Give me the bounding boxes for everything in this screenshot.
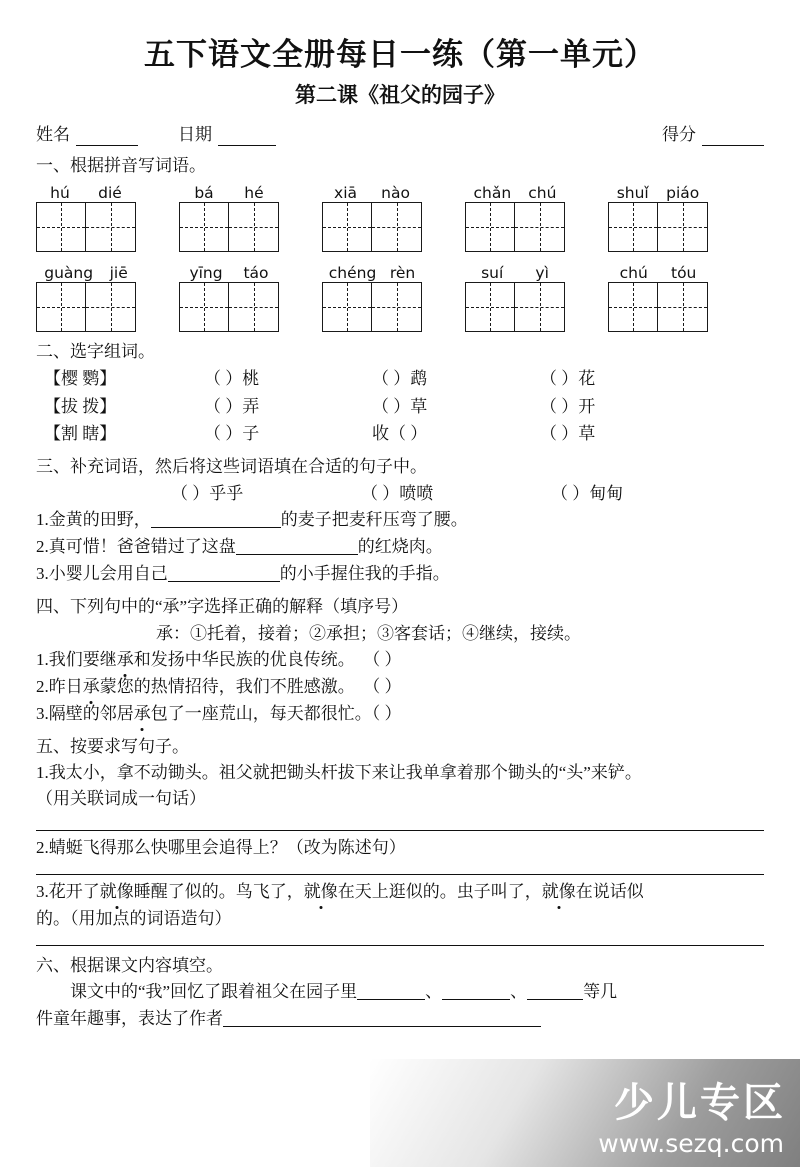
answer-blank[interactable] (168, 565, 280, 582)
pinyin-syllable: rèn (389, 264, 416, 283)
question-text-before: 真可惜！爸爸错过了这盘 (48, 537, 236, 557)
section-5-question-1-line-1: 1.我太小，拿不动锄头。祖父就把锄头杆拔下来让我单拿着那个锄头的“头”来铲。 (36, 762, 642, 782)
answer-blank[interactable] (442, 983, 510, 1000)
question-text: 隔壁的邻居 (48, 703, 134, 723)
tianzige-cell[interactable] (466, 283, 515, 331)
tianzige-cell[interactable] (658, 283, 707, 331)
question-number: 1. (36, 510, 49, 530)
char-choice-bracket: 【割 瞎】 (44, 424, 117, 444)
pinyin-group (608, 184, 708, 252)
section-1-heading: 一、根据拼音写词语。 (36, 156, 206, 176)
section-3-question (36, 507, 764, 533)
char-choice-item[interactable]: （ ）子 (204, 424, 260, 444)
pinyin-syllable: suí (481, 264, 504, 283)
pinyin-syllable: táo (243, 264, 269, 283)
question-text: 睡醒了似的。鸟飞了， (133, 882, 304, 902)
emphasis-word: 就像 (100, 879, 134, 905)
question-text: 等几 (583, 982, 618, 1002)
blank-separator: 、 (510, 982, 528, 1002)
question-text: 件童年趣事，表达了作者 (36, 1009, 223, 1029)
tianzige-cell[interactable] (229, 283, 278, 331)
pinyin-row-2 (36, 264, 764, 332)
question-text-after: 的红烧肉。 (357, 537, 443, 557)
tianzige-cell[interactable] (180, 203, 229, 251)
char-choice-bracket: 【拔 拨】 (44, 396, 117, 416)
tianzige-cell[interactable] (180, 283, 229, 331)
section-3-question (36, 561, 764, 587)
score-label: 得分 (662, 125, 696, 145)
section-4-question (36, 701, 764, 727)
question-text: 在天上逛似的。虫子叫了， (337, 882, 542, 902)
score-field[interactable] (378, 124, 764, 146)
question-number: 1. (36, 650, 49, 670)
pinyin-syllable: guàng (44, 264, 94, 283)
question-text: 在说话似 (575, 882, 644, 902)
char-choice-item[interactable]: （ ）桃 (204, 369, 260, 389)
answer-paren[interactable]: （ ） (363, 677, 402, 697)
pinyin-syllable: chǎn (473, 184, 512, 203)
question-text-after: 的小手握住我的手指。 (279, 563, 450, 583)
worksheet-page (0, 36, 800, 1167)
char-choice-item[interactable]: （ ）弄 (204, 396, 260, 416)
tianzige-cell[interactable] (323, 203, 372, 251)
pinyin-syllable: piáo (666, 184, 700, 203)
pinyin-group (322, 184, 422, 252)
section-3-question (36, 534, 764, 560)
emphasis-word: 就像 (542, 879, 576, 905)
question-text: 蒙您的热情招待，我们不胜感激。 (99, 677, 355, 697)
answer-write-line[interactable] (36, 945, 764, 946)
page-title: 五下语文全册每日一练（第一单元） (144, 37, 656, 72)
question-text-before: 金黄的田野， (48, 510, 151, 530)
tianzige-cell[interactable] (323, 283, 372, 331)
choose-char-row (36, 421, 764, 447)
pinyin-group (465, 264, 565, 332)
section-6-heading: 六、根据课文内容填空。 (36, 956, 223, 976)
answer-blank[interactable] (223, 1010, 541, 1027)
character-definition: 承：①托着，接着；②承担；③客套话；④继续，接续。 (156, 623, 581, 643)
pinyin-syllable: hé (244, 184, 264, 203)
pinyin-syllable: jiē (109, 264, 128, 283)
emphasis-char: 承 (134, 701, 151, 727)
tianzige-box[interactable] (322, 202, 422, 252)
pinyin-syllable: yì (535, 264, 549, 283)
idiom-blank-item[interactable]: （ ）喷喷 (361, 483, 434, 503)
char-choice-item[interactable]: （ ）开 (540, 396, 596, 416)
pinyin-syllable: nào (381, 184, 410, 203)
pinyin-group (36, 184, 136, 252)
pinyin-group (179, 264, 279, 332)
pinyin-syllable: chú (528, 184, 557, 203)
page-subtitle: 第二课《祖父的园子》 (295, 83, 505, 108)
tianzige-cell[interactable] (515, 283, 564, 331)
pinyin-group (465, 184, 565, 252)
tianzige-box[interactable] (36, 282, 136, 332)
question-text: 3.花开了 (36, 882, 100, 902)
question-number: 3. (36, 703, 49, 723)
tianzige-cell[interactable] (86, 283, 135, 331)
tianzige-cell[interactable] (658, 203, 707, 251)
score-blank[interactable] (702, 130, 764, 146)
section-4-question (36, 674, 764, 700)
tianzige-cell[interactable] (609, 203, 658, 251)
section-6-line-1 (36, 979, 764, 1005)
answer-write-line[interactable] (36, 874, 764, 875)
question-text: 包了一座荒山，每天都很忙。 (150, 703, 372, 723)
name-label: 姓名 (36, 125, 70, 145)
pinyin-syllable: bá (194, 184, 214, 203)
tianzige-cell[interactable] (372, 283, 421, 331)
tianzige-cell[interactable] (609, 283, 658, 331)
char-choice-item[interactable]: 收（ ） (372, 424, 428, 444)
watermark-brand: 少儿专区 (614, 1080, 786, 1126)
name-blank[interactable] (76, 130, 138, 146)
pinyin-syllable: chéng (328, 264, 377, 283)
tianzige-box[interactable] (179, 202, 279, 252)
char-choice-item[interactable]: （ ）草 (540, 424, 596, 444)
watermark-url: www.sezq.com (598, 1129, 784, 1158)
tianzige-box[interactable] (179, 282, 279, 332)
tianzige-box[interactable] (608, 202, 708, 252)
choose-char-row (36, 394, 764, 420)
char-choice-item[interactable]: （ ）花 (540, 369, 596, 389)
pinyin-syllable: hú (50, 184, 70, 203)
blank-separator: 、 (425, 982, 443, 1002)
question-text-after: 的麦子把麦秆压弯了腰。 (280, 510, 468, 530)
tianzige-cell[interactable] (37, 283, 86, 331)
pinyin-syllable: xiā (334, 184, 358, 203)
tianzige-box[interactable] (322, 282, 422, 332)
pinyin-group (322, 264, 422, 332)
tianzige-cell[interactable] (37, 203, 86, 251)
char-choice-bracket: 【樱 鹦】 (44, 369, 117, 389)
question-text: 昨日 (48, 677, 83, 697)
tianzige-box[interactable] (465, 282, 565, 332)
tianzige-box[interactable] (608, 282, 708, 332)
emphasis-char: 承 (83, 674, 100, 700)
section-5-question-3-line-2: 的。（用加点的词语造句） (36, 908, 232, 928)
pinyin-syllable: tóu (671, 264, 697, 283)
emphasis-char: 承 (117, 647, 134, 673)
question-number: 3. (36, 563, 49, 583)
tianzige-cell[interactable] (466, 203, 515, 251)
question-text: 和发扬中华民族的优良传统。 (133, 650, 355, 670)
emphasis-word: 就像 (304, 879, 338, 905)
char-choice-item[interactable]: （ ）鹉 (372, 369, 428, 389)
pinyin-syllable: dié (98, 184, 122, 203)
question-number: 2. (36, 677, 49, 697)
section-2-heading: 二、选字组词。 (36, 342, 155, 362)
section-5-question-3-line-1 (36, 879, 764, 905)
pinyin-syllable: yīng (189, 264, 223, 283)
tianzige-cell[interactable] (86, 203, 135, 251)
question-number: 2. (36, 537, 49, 557)
date-field[interactable] (178, 124, 378, 146)
question-text: 我们要继 (48, 650, 117, 670)
section-6-line-2 (36, 1006, 764, 1032)
answer-blank[interactable] (357, 983, 425, 1000)
question-text: 课文中的“我”回忆了跟着祖父在园子里 (70, 982, 358, 1002)
tianzige-box[interactable] (465, 202, 565, 252)
pinyin-group (608, 264, 708, 332)
tianzige-cell[interactable] (229, 203, 278, 251)
date-label: 日期 (178, 125, 212, 145)
section-4-question (36, 647, 764, 673)
section-4-heading: 四、下列句中的“承”字选择正确的解释（填序号） (36, 596, 409, 616)
tianzige-cell[interactable] (515, 203, 564, 251)
question-text-before: 小婴儿会用自己 (48, 563, 168, 583)
answer-blank[interactable] (236, 538, 358, 555)
answer-paren[interactable]: （ ） (363, 650, 402, 670)
tianzige-box[interactable] (36, 202, 136, 252)
idiom-blank-item[interactable]: （ ）乎乎 (171, 483, 244, 503)
answer-blank[interactable] (527, 983, 583, 1000)
pinyin-row-1 (36, 184, 764, 252)
answer-blank[interactable] (151, 511, 281, 528)
section-5-question-2: 2.蜻蜓飞得那么快哪里会追得上？（改为陈述句） (36, 837, 406, 857)
section-5-heading: 五、按要求写句子。 (36, 736, 189, 756)
date-blank[interactable] (218, 130, 276, 146)
pinyin-syllable: chú (619, 264, 648, 283)
pinyin-syllable: shuǐ (616, 184, 649, 203)
section-5-question-1-line-2: （用关联词成一句话） (36, 789, 206, 809)
answer-write-line[interactable] (36, 830, 764, 831)
choose-char-row (36, 366, 764, 392)
watermark-overlay (370, 1059, 800, 1167)
char-choice-item[interactable]: （ ）草 (372, 396, 428, 416)
tianzige-cell[interactable] (372, 203, 421, 251)
pinyin-group (179, 184, 279, 252)
idiom-blank-item[interactable]: （ ）甸甸 (551, 483, 624, 503)
name-field[interactable] (36, 124, 178, 146)
idiom-blank-row (36, 481, 764, 507)
section-3-heading: 三、补充词语，然后将这些词语填在合适的句子中。 (36, 456, 427, 476)
pinyin-group (36, 264, 136, 332)
answer-paren[interactable]: （ ） (371, 703, 402, 723)
student-meta-row (36, 124, 764, 146)
